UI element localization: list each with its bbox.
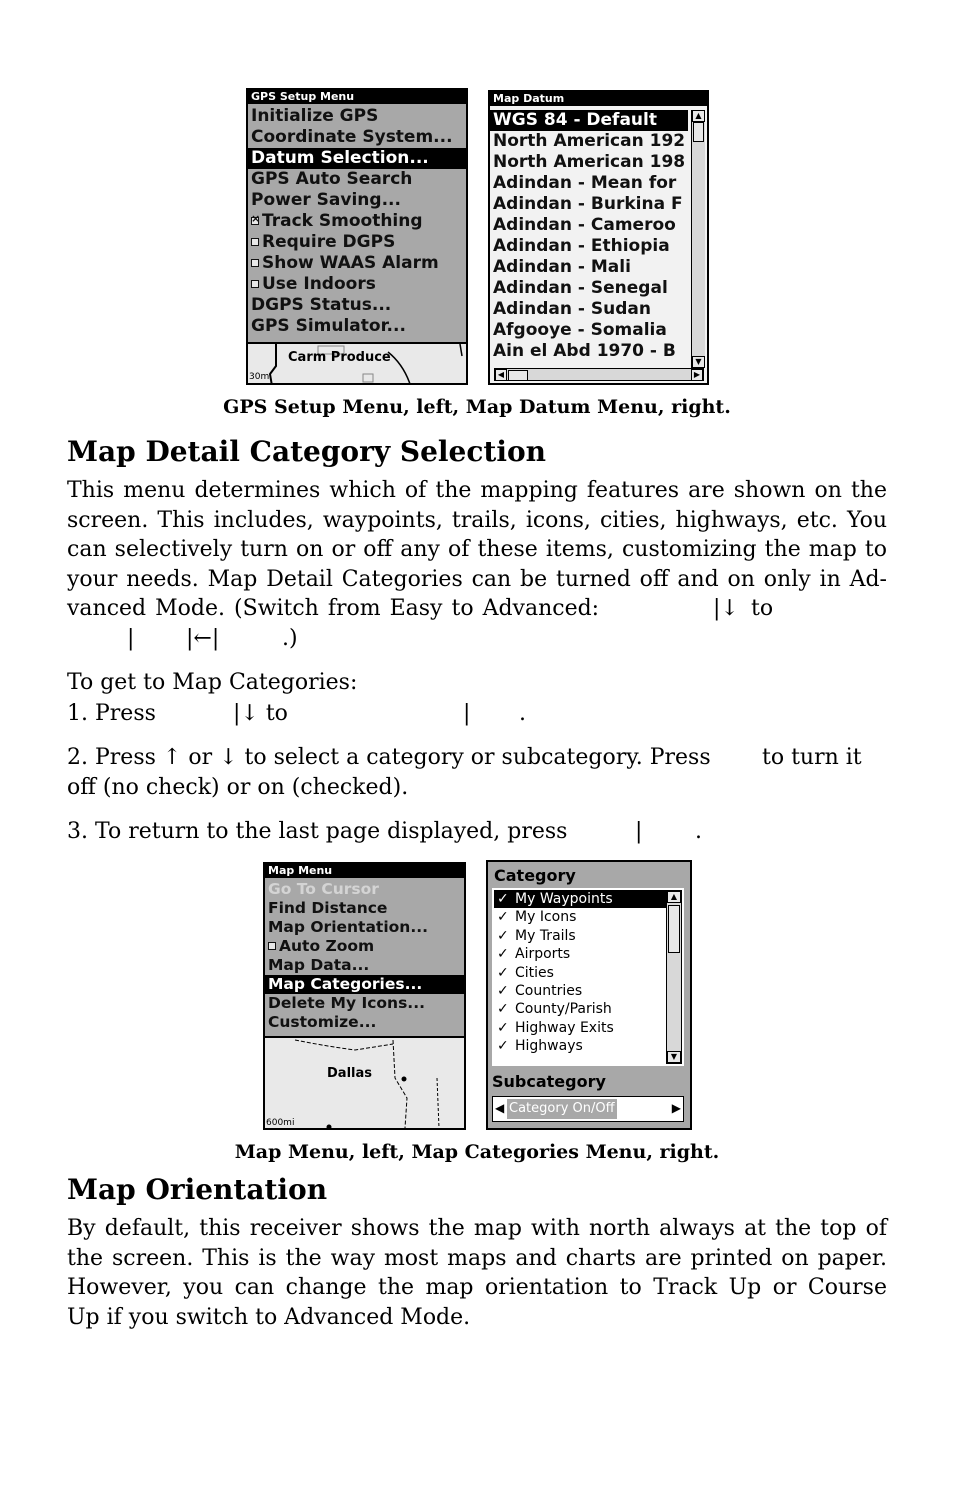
category-list-box bbox=[492, 888, 684, 1066]
category-item-label: Airports bbox=[515, 946, 571, 963]
map-place-dallas: Dallas bbox=[327, 1066, 372, 1081]
datum-item[interactable]: Adindan - Senegal bbox=[493, 278, 668, 298]
gps-item-label: DGPS Status... bbox=[251, 295, 392, 315]
category-item[interactable] bbox=[494, 982, 667, 1000]
hscroll-thumb[interactable] bbox=[508, 370, 528, 381]
gps-item[interactable] bbox=[248, 106, 466, 127]
step3-a: 3. To return to the last page displayed, press bbox=[67, 819, 568, 844]
mapmenu-item[interactable] bbox=[265, 1013, 464, 1032]
category-item-label: Countries bbox=[515, 983, 583, 999]
gps-setup-map-preview bbox=[248, 342, 466, 385]
datum-item[interactable]: Adindan - Mean for bbox=[493, 173, 677, 193]
checkbox-empty-icon[interactable] bbox=[251, 259, 259, 267]
scroll-down-icon[interactable]: ▼ bbox=[667, 1051, 681, 1063]
check-icon[interactable]: ✓ bbox=[497, 983, 509, 999]
gps-item-label: Coordinate System... bbox=[251, 127, 453, 147]
mapmenu-item-label: Map Orientation... bbox=[268, 918, 428, 936]
category-item[interactable] bbox=[494, 927, 667, 945]
datum-item[interactable]: Ain el Abd 1970 - B bbox=[493, 341, 676, 361]
para-line-5-arrow: |↓ bbox=[713, 596, 739, 621]
chevron-right-icon[interactable]: ▶ bbox=[671, 1101, 681, 1115]
datum-item[interactable]: Adindan - Burkina F bbox=[493, 194, 683, 214]
gps-item[interactable] bbox=[248, 274, 466, 295]
subcategory-value: Category On/Off bbox=[507, 1099, 617, 1119]
gps-item[interactable] bbox=[248, 316, 466, 337]
datum-item[interactable]: Adindan - Sudan bbox=[493, 299, 651, 319]
category-screen bbox=[486, 860, 692, 1130]
gps-item[interactable] bbox=[248, 232, 466, 253]
mapmenu-item-label: Map Data... bbox=[268, 956, 370, 974]
gps-item-label: Initialize GPS bbox=[251, 106, 379, 126]
check-icon[interactable]: ✓ bbox=[497, 1001, 509, 1018]
gps-setup-menu-title: GPS Setup Menu bbox=[248, 90, 466, 104]
step2-line2: off (no check) or on (checked). bbox=[67, 775, 409, 800]
gps-item[interactable] bbox=[248, 190, 466, 211]
category-item-label: My Icons bbox=[515, 909, 577, 926]
gps-item[interactable] bbox=[248, 211, 466, 232]
category-item[interactable] bbox=[494, 890, 667, 908]
scroll-down-icon[interactable]: ▼ bbox=[692, 356, 705, 368]
section1-paragraph bbox=[67, 476, 887, 594]
category-item[interactable] bbox=[494, 1019, 667, 1037]
step2-a: 2. Press ↑ or ↓ to select a category or subcategory. Press bbox=[67, 745, 711, 770]
step1-b: |↓ to bbox=[233, 701, 288, 726]
checkbox-empty-icon[interactable] bbox=[251, 238, 259, 246]
subcategory-title: Subcategory bbox=[492, 1072, 606, 1091]
check-icon[interactable]: ✓ bbox=[497, 946, 509, 963]
category-item-label: Highway Exits bbox=[515, 1019, 614, 1036]
datum-item[interactable]: Adindan - Ethiopia bbox=[493, 236, 670, 256]
mapmenu-item[interactable] bbox=[265, 994, 464, 1013]
para-line-6-c: .) bbox=[282, 626, 298, 651]
category-item[interactable] bbox=[494, 945, 667, 963]
para-line-5-to: to bbox=[751, 596, 774, 621]
gps-setup-menu-screen bbox=[246, 88, 468, 385]
map-scale-600: 600mi bbox=[266, 1118, 295, 1128]
para2-line-1: By default, this receiver shows the map with north always at the top of bbox=[67, 1216, 887, 1241]
map-menu-map-preview bbox=[265, 1036, 464, 1130]
gps-item[interactable] bbox=[248, 148, 466, 169]
para-line-6-a: | bbox=[127, 626, 135, 651]
step3-c: . bbox=[695, 819, 702, 844]
gps-item[interactable] bbox=[248, 295, 466, 316]
checkbox-checked-icon[interactable] bbox=[251, 217, 259, 225]
caption-map-menu: Map Menu, left, Map Categories Menu, right. bbox=[234, 1141, 720, 1163]
check-icon[interactable]: ✓ bbox=[497, 1038, 509, 1055]
para-line-3: can selectively turn on or off any of these items, customizing the map to bbox=[67, 537, 887, 563]
checkbox-empty-icon[interactable] bbox=[268, 942, 276, 950]
checkbox-empty-icon[interactable] bbox=[251, 280, 259, 288]
mapmenu-item[interactable] bbox=[265, 918, 464, 937]
mapmenu-item[interactable] bbox=[265, 937, 464, 956]
category-item[interactable] bbox=[494, 1037, 667, 1055]
mapmenu-item-label: Map Categories... bbox=[268, 975, 423, 993]
datum-item[interactable]: Afgooye - Somalia bbox=[493, 320, 667, 340]
gps-item-label: GPS Auto Search bbox=[251, 169, 413, 189]
steps-intro: To get to Map Categories: bbox=[67, 670, 358, 695]
mapmenu-item[interactable] bbox=[265, 975, 464, 994]
gps-item-label: Require DGPS bbox=[262, 232, 396, 252]
category-item-label: Cities bbox=[515, 964, 554, 981]
chevron-left-icon[interactable]: ◀ bbox=[495, 1101, 505, 1115]
map-menu-screen bbox=[263, 862, 466, 1130]
step2-b: to turn it bbox=[762, 745, 862, 770]
scroll-right-icon[interactable]: ▶ bbox=[691, 369, 703, 381]
gps-item-label: GPS Simulator... bbox=[251, 316, 406, 336]
map-datum-screen bbox=[488, 90, 709, 385]
datum-item[interactable]: Adindan - Cameroo bbox=[493, 215, 676, 235]
para-line-5-left: vanced Mode. (Switch from Easy to Advanced: bbox=[67, 596, 600, 621]
step1-d: . bbox=[519, 701, 526, 726]
datum-scrollbar[interactable] bbox=[691, 110, 705, 368]
category-item[interactable] bbox=[494, 1000, 667, 1018]
category-title: Category bbox=[494, 866, 576, 885]
scroll-left-icon[interactable]: ◀ bbox=[495, 369, 507, 381]
gps-item-label: Datum Selection... bbox=[251, 148, 429, 168]
gps-item[interactable] bbox=[248, 127, 466, 148]
mapmenu-item-label: Go To Cursor bbox=[268, 880, 379, 898]
map-scale-label: 30mi bbox=[249, 372, 272, 382]
scroll-thumb[interactable] bbox=[693, 122, 704, 142]
check-icon[interactable]: ✓ bbox=[497, 964, 509, 981]
category-item[interactable] bbox=[494, 964, 667, 982]
check-icon[interactable]: ✓ bbox=[497, 891, 509, 907]
mapmenu-item[interactable] bbox=[265, 956, 464, 975]
mapmenu-item-label: Find Distance bbox=[268, 899, 388, 917]
mapmenu-item[interactable] bbox=[265, 880, 464, 899]
mapmenu-item[interactable] bbox=[265, 899, 464, 918]
map-menu-title: Map Menu bbox=[265, 864, 464, 878]
datum-hscrollbar[interactable] bbox=[494, 368, 704, 381]
section2-paragraph bbox=[67, 1214, 887, 1332]
para-line-6-b: |←| bbox=[186, 626, 220, 651]
category-item-label: My Trails bbox=[515, 927, 576, 944]
category-item-label: Highways bbox=[515, 1038, 583, 1055]
category-item[interactable] bbox=[494, 908, 667, 926]
gps-item[interactable] bbox=[248, 169, 466, 190]
scroll-up-icon[interactable]: ▲ bbox=[692, 110, 705, 122]
map-datum-title: Map Datum bbox=[490, 92, 707, 106]
para-line-4: your needs. Map Detail Categories can be turned off and on only in Ad- bbox=[67, 566, 887, 592]
para2-line-2: the screen. This is the way most maps and charts are printed on paper. bbox=[67, 1245, 887, 1271]
para2-line-3: However, you can change the map orientation to Track Up or Course bbox=[67, 1275, 887, 1301]
check-icon[interactable]: ✓ bbox=[497, 1019, 509, 1036]
gps-item-label: Use Indoors bbox=[262, 274, 376, 294]
heading-map-detail-category: Map Detail Category Selection bbox=[67, 435, 546, 468]
category-scrollbar[interactable] bbox=[666, 890, 682, 1064]
para-line-2: screen. This includes, waypoints, trails, icons, cities, highways, etc. You bbox=[67, 507, 887, 533]
step1-c: | bbox=[463, 701, 471, 726]
scroll-thumb[interactable] bbox=[668, 905, 680, 953]
category-item-label: County/Parish bbox=[515, 1001, 612, 1018]
mapmenu-item-label: Delete My Icons... bbox=[268, 994, 425, 1012]
datum-item[interactable]: WGS 84 - Default bbox=[490, 110, 688, 131]
mapmenu-item-label: Customize... bbox=[268, 1013, 377, 1031]
step1-a: 1. Press bbox=[67, 701, 156, 726]
check-icon[interactable]: ✓ bbox=[497, 909, 509, 926]
heading-map-orientation: Map Orientation bbox=[67, 1173, 328, 1206]
para2-line-4: Up if you switch to Advanced Mode. bbox=[67, 1304, 471, 1330]
para-line-1: This menu determines which of the mapping features are shown on the bbox=[67, 478, 887, 503]
gps-item-label: Power Saving... bbox=[251, 190, 401, 210]
mapmenu-item-label: Auto Zoom bbox=[279, 937, 375, 955]
check-icon[interactable]: ✓ bbox=[497, 927, 509, 944]
step3-b: | bbox=[635, 819, 643, 844]
map-place-label: Carm Produce bbox=[288, 350, 391, 365]
subcategory-selector[interactable] bbox=[492, 1096, 684, 1122]
gps-item-label: Show WAAS Alarm bbox=[262, 253, 439, 273]
map-borders bbox=[265, 1038, 464, 1130]
datum-item[interactable]: Adindan - Mali bbox=[493, 257, 631, 277]
gps-item[interactable] bbox=[248, 253, 466, 274]
category-item-label: My Waypoints bbox=[515, 891, 613, 907]
datum-item[interactable]: North American 198 bbox=[493, 152, 686, 172]
gps-item-label: Track Smoothing bbox=[262, 211, 423, 231]
caption-gps-setup: GPS Setup Menu, left, Map Datum Menu, right. bbox=[223, 396, 731, 418]
scroll-up-icon[interactable]: ▲ bbox=[667, 891, 681, 903]
datum-item[interactable]: North American 192 bbox=[493, 131, 686, 151]
